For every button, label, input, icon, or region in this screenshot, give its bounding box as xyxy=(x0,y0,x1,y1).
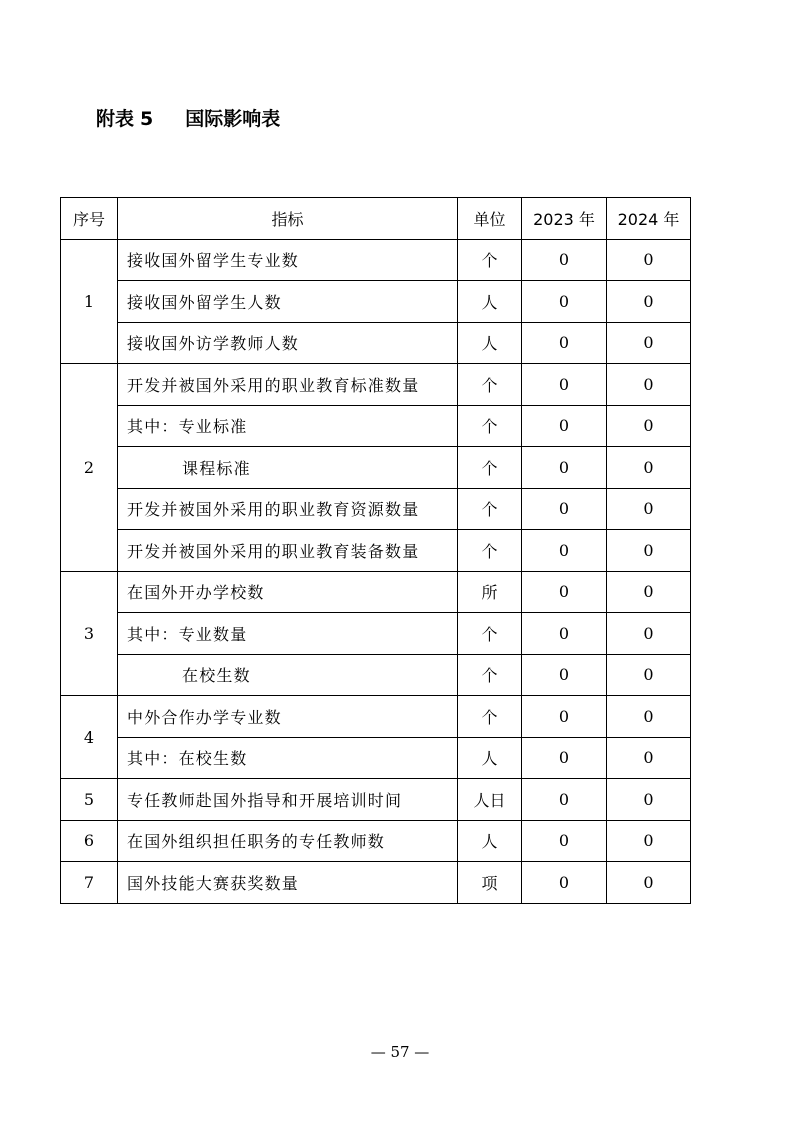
row-indicator: 在国外开办学校数 xyxy=(118,571,458,613)
row-unit: 人 xyxy=(458,820,522,862)
row-value-2023: 0 xyxy=(522,696,607,738)
table-row xyxy=(61,571,691,613)
row-value-2024: 0 xyxy=(607,447,691,489)
row-value-2024: 0 xyxy=(607,696,691,738)
row-unit: 个 xyxy=(458,405,522,447)
row-indicator: 其中：专业数量 xyxy=(118,613,458,655)
table-row xyxy=(61,405,691,447)
row-value-2024: 0 xyxy=(607,571,691,613)
table-header-row xyxy=(61,198,691,240)
page-title xyxy=(96,104,280,131)
row-unit: 个 xyxy=(458,696,522,738)
table-row xyxy=(61,654,691,696)
row-value-2024: 0 xyxy=(607,488,691,530)
row-seq: 2 xyxy=(61,364,118,572)
row-seq: 4 xyxy=(61,696,118,779)
table-row xyxy=(61,322,691,364)
row-indicator: 在校生数 xyxy=(118,654,458,696)
row-unit: 个 xyxy=(458,613,522,655)
table-row xyxy=(61,281,691,323)
row-indicator: 接收国外留学生专业数 xyxy=(118,239,458,281)
row-indicator: 课程标准 xyxy=(118,447,458,489)
row-indicator: 在国外组织担任职务的专任教师数 xyxy=(118,820,458,862)
row-value-2024: 0 xyxy=(607,530,691,572)
row-seq: 6 xyxy=(61,820,118,862)
header-seq: 序号 xyxy=(61,198,118,240)
row-value-2024: 0 xyxy=(607,281,691,323)
row-unit: 项 xyxy=(458,862,522,904)
row-value-2023: 0 xyxy=(522,820,607,862)
header-unit: 单位 xyxy=(458,198,522,240)
row-value-2023: 0 xyxy=(522,571,607,613)
row-indicator: 开发并被国外采用的职业教育资源数量 xyxy=(118,488,458,530)
row-indicator: 接收国外留学生人数 xyxy=(118,281,458,323)
row-value-2023: 0 xyxy=(522,239,607,281)
row-indicator: 专任教师赴国外指导和开展培训时间 xyxy=(118,779,458,821)
international-impact-table xyxy=(60,197,691,904)
table-row xyxy=(61,696,691,738)
row-unit: 人 xyxy=(458,737,522,779)
row-value-2024: 0 xyxy=(607,779,691,821)
row-value-2024: 0 xyxy=(607,820,691,862)
table-row xyxy=(61,488,691,530)
row-unit: 人 xyxy=(458,322,522,364)
header-2023: 2023 年 xyxy=(522,198,607,240)
table-row xyxy=(61,737,691,779)
row-indicator: 其中：专业标准 xyxy=(118,405,458,447)
row-indicator: 中外合作办学专业数 xyxy=(118,696,458,738)
row-unit: 个 xyxy=(458,447,522,489)
row-unit: 个 xyxy=(458,239,522,281)
title-name: 国际影响表 xyxy=(185,108,281,130)
row-unit: 个 xyxy=(458,488,522,530)
row-value-2023: 0 xyxy=(522,281,607,323)
row-value-2023: 0 xyxy=(522,862,607,904)
header-indicator: 指标 xyxy=(118,198,458,240)
row-seq: 3 xyxy=(61,571,118,696)
row-seq: 7 xyxy=(61,862,118,904)
row-seq: 1 xyxy=(61,239,118,364)
row-value-2024: 0 xyxy=(607,322,691,364)
table-row xyxy=(61,779,691,821)
row-unit: 人 xyxy=(458,281,522,323)
table-row xyxy=(61,862,691,904)
table-row xyxy=(61,613,691,655)
row-unit: 所 xyxy=(458,571,522,613)
table-row xyxy=(61,530,691,572)
page-number: — 57 — xyxy=(370,1043,430,1061)
row-value-2024: 0 xyxy=(607,654,691,696)
row-value-2023: 0 xyxy=(522,488,607,530)
row-value-2024: 0 xyxy=(607,364,691,406)
table-row xyxy=(61,239,691,281)
row-value-2023: 0 xyxy=(522,779,607,821)
title-label: 附表 xyxy=(96,108,135,130)
row-unit: 个 xyxy=(458,654,522,696)
title-number: 5 xyxy=(140,108,154,130)
row-value-2023: 0 xyxy=(522,405,607,447)
row-indicator: 其中：在校生数 xyxy=(118,737,458,779)
row-value-2023: 0 xyxy=(522,447,607,489)
row-value-2023: 0 xyxy=(522,613,607,655)
table-row xyxy=(61,820,691,862)
table-row xyxy=(61,447,691,489)
table-body xyxy=(61,239,691,903)
header-2024: 2024 年 xyxy=(607,198,691,240)
row-value-2023: 0 xyxy=(522,654,607,696)
row-value-2023: 0 xyxy=(522,322,607,364)
row-value-2024: 0 xyxy=(607,862,691,904)
row-value-2024: 0 xyxy=(607,613,691,655)
row-indicator: 开发并被国外采用的职业教育装备数量 xyxy=(118,530,458,572)
row-value-2024: 0 xyxy=(607,737,691,779)
row-indicator: 开发并被国外采用的职业教育标准数量 xyxy=(118,364,458,406)
row-unit: 人日 xyxy=(458,779,522,821)
row-unit: 个 xyxy=(458,530,522,572)
row-value-2023: 0 xyxy=(522,737,607,779)
row-indicator: 接收国外访学教师人数 xyxy=(118,322,458,364)
row-value-2023: 0 xyxy=(522,530,607,572)
row-value-2024: 0 xyxy=(607,239,691,281)
table-row xyxy=(61,364,691,406)
row-seq: 5 xyxy=(61,779,118,821)
row-value-2024: 0 xyxy=(607,405,691,447)
row-indicator: 国外技能大赛获奖数量 xyxy=(118,862,458,904)
row-value-2023: 0 xyxy=(522,364,607,406)
row-unit: 个 xyxy=(458,364,522,406)
